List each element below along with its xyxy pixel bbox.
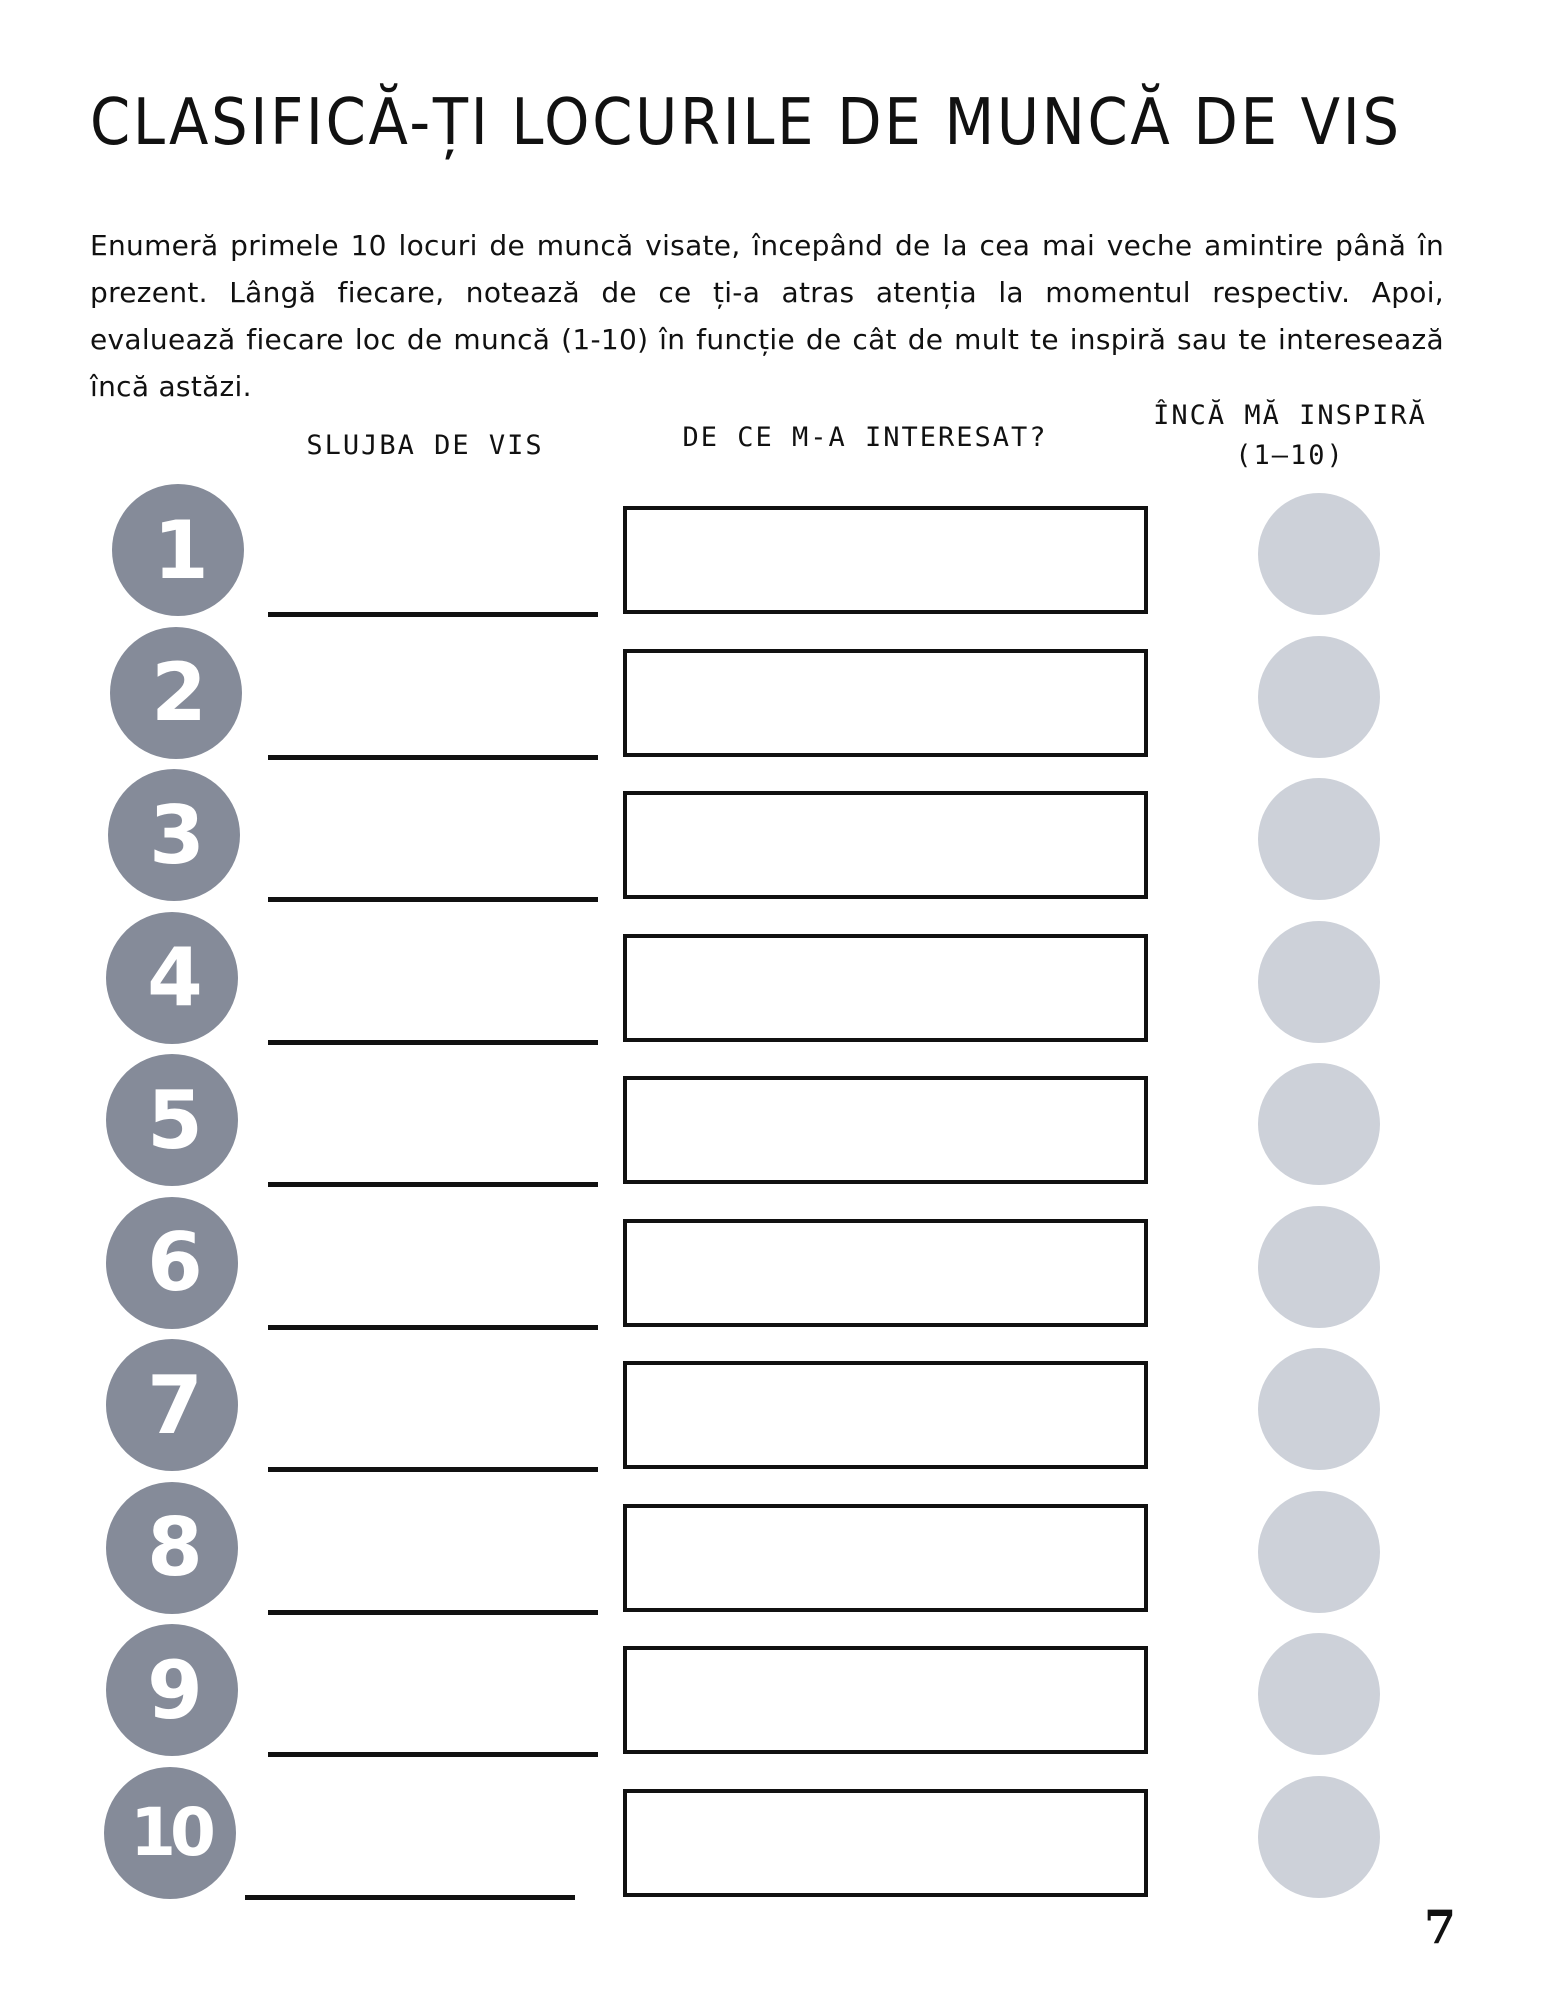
row-number-badge: 8 — [106, 1482, 238, 1614]
dream-job-write-line[interactable] — [268, 1610, 598, 1615]
dream-job-write-line[interactable] — [245, 1895, 575, 1900]
row-number-badge: 7 — [106, 1339, 238, 1471]
why-interested-box[interactable] — [623, 934, 1148, 1042]
rating-circle[interactable] — [1258, 1206, 1380, 1328]
dream-job-write-line[interactable] — [268, 1040, 598, 1045]
dream-job-write-line[interactable] — [268, 1182, 598, 1187]
row-number-badge: 4 — [106, 912, 238, 1044]
row-number-badge: 2 — [110, 627, 242, 759]
column-header-dream-job: SLUJBA DE VIS — [306, 430, 544, 461]
dream-job-write-line[interactable] — [268, 897, 598, 902]
page-title: CLASIFICĂ-ȚI LOCURILE DE MUNCĂ DE VIS — [90, 86, 1402, 160]
column-header-still-inspires-line1: ÎNCĂ MĂ INSPIRĂ — [1153, 400, 1427, 431]
rating-circle[interactable] — [1258, 1348, 1380, 1470]
rating-circle[interactable] — [1258, 778, 1380, 900]
why-interested-box[interactable] — [623, 1504, 1148, 1612]
rating-circle[interactable] — [1258, 493, 1380, 615]
why-interested-box[interactable] — [623, 1789, 1148, 1897]
rating-circle[interactable] — [1258, 921, 1380, 1043]
why-interested-box[interactable] — [623, 1219, 1148, 1327]
instructions-paragraph: Enumeră primele 10 locuri de muncă visate, începând de la cea mai veche amintire până în prezent. Lângă fiecare, notează de ce ți-a atras atenția la momentul respectiv. Apoi, evaluează fiecare loc de muncă (1-10) în funcție de cât de mult te inspiră sau te interesează încă astăzi. — [90, 229, 1444, 403]
column-header-still-inspires-line2: (1–10) — [1235, 440, 1345, 471]
rating-circle[interactable] — [1258, 1633, 1380, 1755]
column-header-why-interested: DE CE M-A INTERESAT? — [682, 422, 1048, 453]
why-interested-box[interactable] — [623, 1361, 1148, 1469]
why-interested-box[interactable] — [623, 649, 1148, 757]
why-interested-box[interactable] — [623, 506, 1148, 614]
row-number-badge: 5 — [106, 1054, 238, 1186]
row-number-badge: 10 — [104, 1767, 236, 1899]
page-number: 7 — [1424, 1900, 1457, 1954]
why-interested-box[interactable] — [623, 1646, 1148, 1754]
rating-circle[interactable] — [1258, 1063, 1380, 1185]
why-interested-box[interactable] — [623, 1076, 1148, 1184]
why-interested-box[interactable] — [623, 791, 1148, 899]
rating-circle[interactable] — [1258, 1491, 1380, 1613]
dream-job-write-line[interactable] — [268, 612, 598, 617]
dream-job-write-line[interactable] — [268, 1325, 598, 1330]
row-number-badge: 3 — [108, 769, 240, 901]
row-number-badge: 1 — [112, 484, 244, 616]
column-header-still-inspires — [1130, 396, 1450, 476]
dream-job-write-line[interactable] — [268, 755, 598, 760]
rating-circle[interactable] — [1258, 1776, 1380, 1898]
dream-job-write-line[interactable] — [268, 1752, 598, 1757]
dream-job-write-line[interactable] — [268, 1467, 598, 1472]
rating-circle[interactable] — [1258, 636, 1380, 758]
row-number-badge: 6 — [106, 1197, 238, 1329]
row-number-badge: 9 — [106, 1624, 238, 1756]
